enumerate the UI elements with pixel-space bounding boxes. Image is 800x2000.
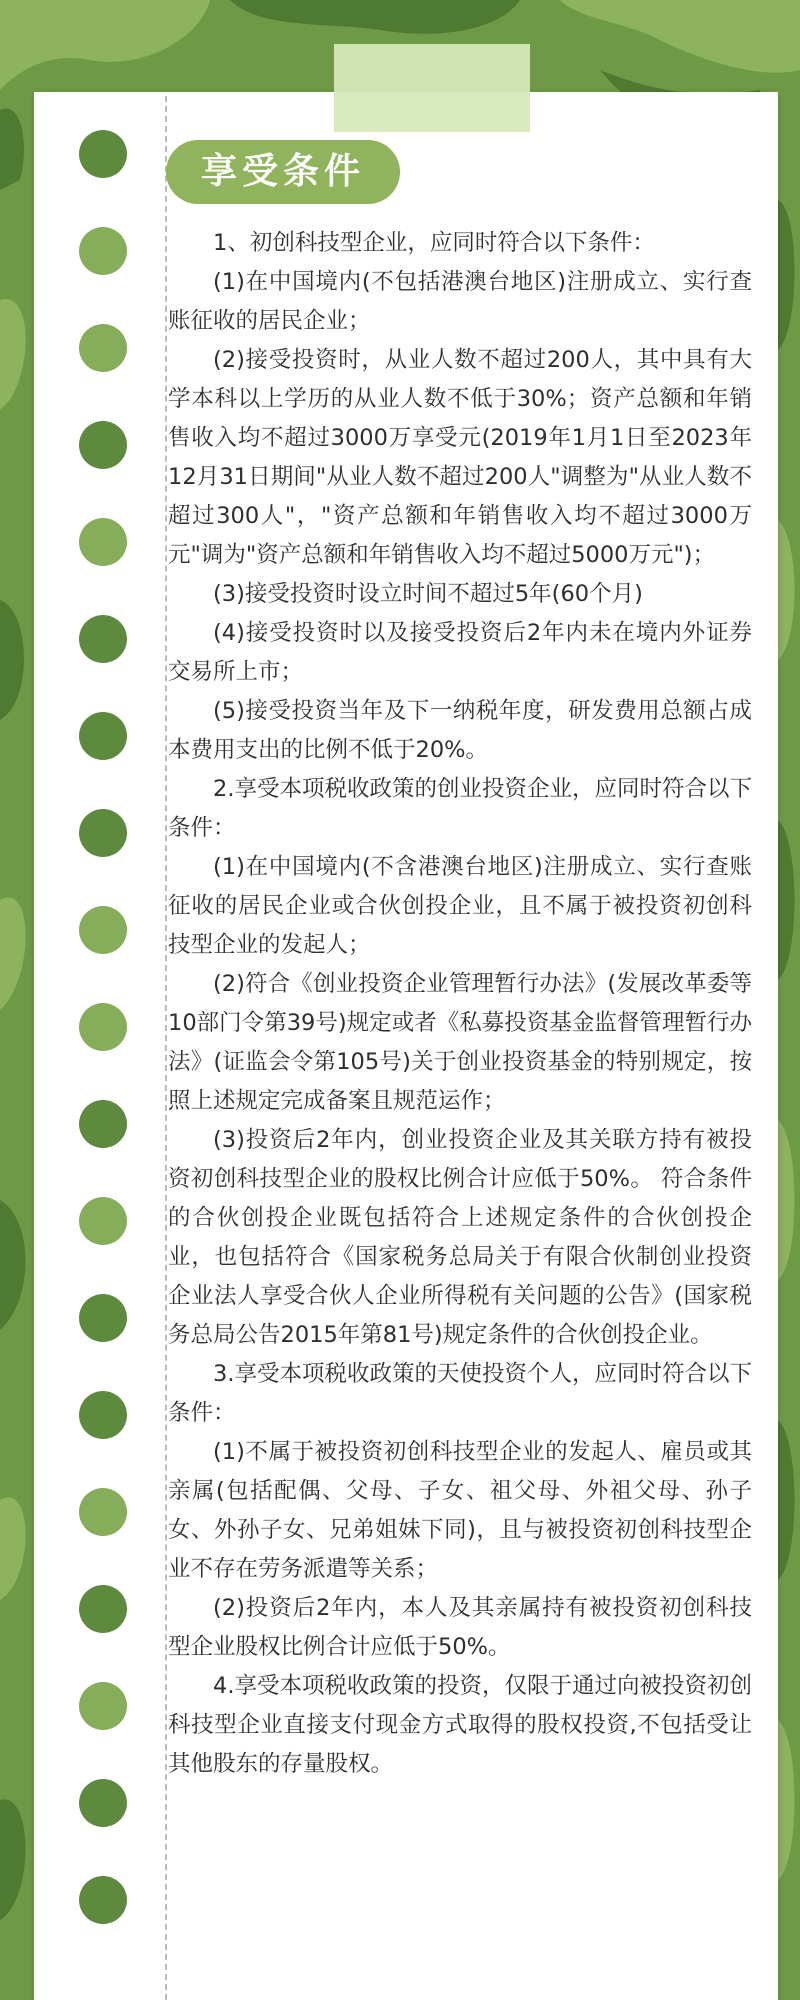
condition-paragraph: (1)在中国境内(不含港澳台地区)注册成立、实行查账征收的居民企业或合伙创投企业，且不属于被投资初创科技型企业的发起人； (168, 854, 752, 958)
condition-paragraph: (2)投资后2年内，本人及其亲属持有被投资初创科技型企业股权比例合计应低于50%。 (168, 1595, 752, 1660)
condition-paragraph: (5)接受投资当年及下一纳税年度，研发费用总额占成本费用支出的比例不低于20%。 (168, 698, 752, 763)
binder-hole (79, 227, 127, 275)
condition-paragraph: 4.享受本项税收政策的投资，仅限于通过向被投资初创科技型企业直接支付现金方式取得的股权投资,不包括受让其他股东的存量股权。 (168, 1673, 752, 1777)
binder-hole (79, 1003, 127, 1051)
binder-hole (79, 1197, 127, 1245)
condition-paragraph: (4)接受投资时以及接受投资后2年内未在境内外证券交易所上市； (168, 620, 752, 685)
binder-hole (79, 1100, 127, 1148)
condition-paragraph: (1)在中国境内(不包括港澳台地区)注册成立、实行查账征收的居民企业； (168, 269, 752, 334)
tape-strip (334, 44, 530, 132)
binder-hole (79, 906, 127, 954)
condition-paragraph: (3)接受投资时设立时间不超过5年(60个月) (213, 581, 643, 607)
margin-dashed-line (165, 96, 167, 2000)
binder-hole (79, 1488, 127, 1536)
binder-hole (79, 1682, 127, 1730)
conditions-text (168, 224, 752, 1784)
condition-paragraph: (2)符合《创业投资企业管理暂行办法》(发展改革委等10部门令第39号)规定或者《私募投资基金监督管理暂行办法》(证监会令第105号)关于创业投资基金的特别规定，按照上述规定完成备案且规范运作； (168, 971, 752, 1114)
binder-hole (79, 1779, 127, 1827)
binder-hole (79, 1585, 127, 1633)
condition-paragraph: 3.享受本项税收政策的天使投资个人，应同时符合以下条件： (168, 1361, 752, 1426)
binder-hole (79, 712, 127, 760)
binder-hole (79, 615, 127, 663)
binder-hole (79, 809, 127, 857)
binder-hole (79, 130, 127, 178)
condition-paragraph: 2.享受本项税收政策的创业投资企业，应同时符合以下条件： (168, 776, 752, 841)
binder-hole (79, 421, 127, 469)
condition-paragraph: 1、初创科技型企业，应同时符合以下条件： (213, 230, 655, 256)
binder-hole (79, 1876, 127, 1924)
condition-paragraph: (1)不属于被投资初创科技型企业的发起人、雇员或其亲属(包括配偶、父母、子女、祖父母、外祖父母、孙子女、外孙子女、兄弟姐妹下同)，且与被投资初创科技型企业不存在劳务派遣等关系； (168, 1439, 752, 1582)
binder-hole (79, 1294, 127, 1342)
binder-hole (79, 1391, 127, 1439)
condition-paragraph: (2)接受投资时，从业人数不超过200人，其中具有大学本科以上学历的从业人数不低于30%；资产总额和年销售收入均不超过3000万享受元(2019年1月1日至2023年12月31日期间"从业人数不超过200人"调整为"从业人数不超过300人"，"资产总额和年销售收入均不超过3000万元"调为"资产总额和年销售收入均不超过5000万元")； (168, 347, 752, 568)
binder-hole (79, 324, 127, 372)
condition-paragraph: (3)投资后2年内，创业投资企业及其关联方持有被投资初创科技型企业的股权比例合计应低于50%。 符合条件的合伙创投企业既包括符合上述规定条件的合伙创投企业，也包括符合《国家税务总局关于有限合伙制创业投资企业法人享受合伙人企业所得税有关问题的公告》(国家税务总局公告2015年第81号)规定条件的合伙创投企业。 (168, 1127, 752, 1348)
binder-hole (79, 518, 127, 566)
section-title: 享受条件 (166, 140, 400, 204)
